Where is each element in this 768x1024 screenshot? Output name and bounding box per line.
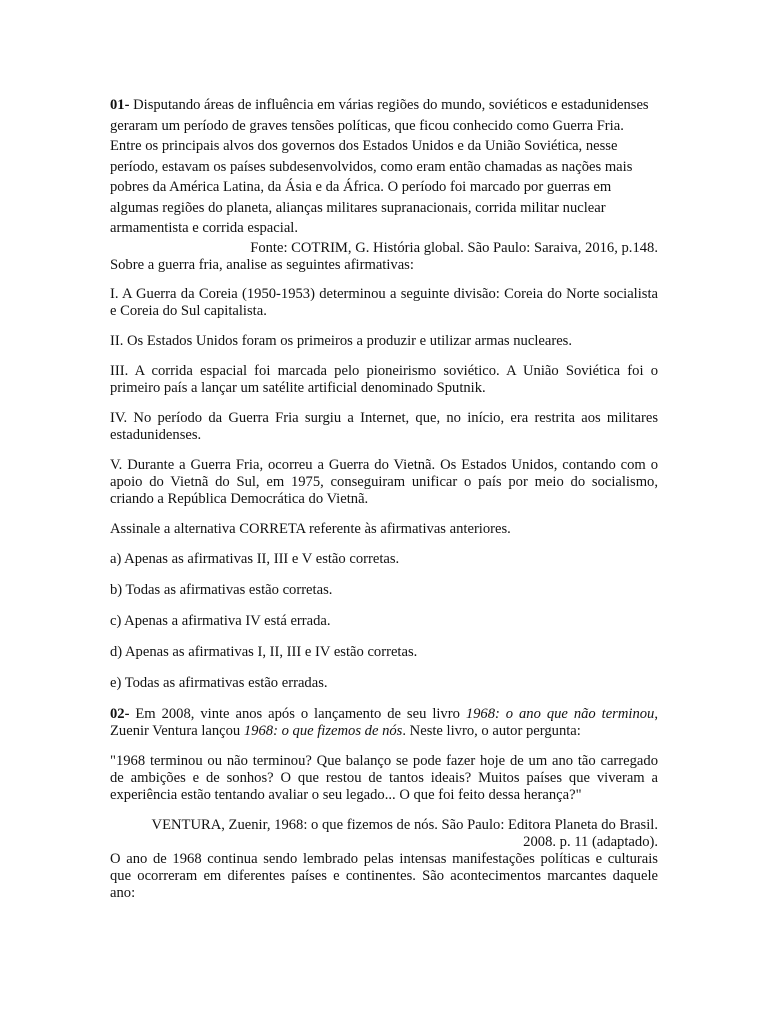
statement-2: II. Os Estados Unidos foram os primeiros a produzir e utilizar armas nucleares. — [110, 332, 572, 349]
question-2-reference-line-1: VENTURA, Zuenir, 1968: o que fizemos de nós. São Paulo: Editora Planeta do Brasil. — [151, 816, 658, 833]
question-1-source: Fonte: COTRIM, G. História global. São Paulo: Saraiva, 2016, p.148. — [250, 239, 658, 256]
statement-5: V. Durante a Guerra Fria, ocorreu a Guerra do Vietnã. Os Estados Unidos, contando com o apoio do Vietnã do Sul, em 1975, conseguiram unificar o país por meio do socialismo, criando a República Democrática do Vietnã. — [110, 456, 658, 507]
question-2-text-part1: Em 2008, vinte anos após o lançamento de seu livro — [129, 705, 466, 722]
statement-3: III. A corrida espacial foi marcada pelo pioneirismo soviético. A União Soviética foi o primeiro país a lançar um satélite artificial denominado Sputnik. — [110, 362, 658, 396]
alternative-b: b) Todas as afirmativas estão corretas. — [110, 581, 333, 598]
question-1-instruction: Assinale a alternativa CORRETA referente às afirmativas anteriores. — [110, 520, 511, 537]
alternative-c: c) Apenas a afirmativa IV está errada. — [110, 612, 331, 629]
book-title-2: 1968: o que fizemos de nós — [243, 722, 403, 739]
alternative-e: e) Todas as afirmativas estão erradas. — [110, 674, 328, 691]
question-2-text-part3: . Neste livro, o autor pergunta: — [402, 722, 581, 739]
question-1-intro — [110, 95, 658, 239]
question-2-quote: "1968 terminou ou não terminou? Que balanço se pode fazer hoje de um ano tão carregado de ambições e de sonhos? O que restou de tantos ideais? Muitos países que viveram a experiência estão tentando avaliar o seu legado... O que foi feito dessa herança?" — [110, 752, 658, 803]
question-2-closing: O ano de 1968 continua sendo lembrado pelas intensas manifestações políticas e culturais que ocorreram em diferentes países e continentes. São acontecimentos marcantes daquele ano: — [110, 850, 658, 901]
document-content — [110, 95, 658, 902]
alternative-a: a) Apenas as afirmativas II, III e V estão corretas. — [110, 550, 400, 567]
question-2-reference-line-2: 2008. p. 11 (adaptado). — [523, 833, 658, 850]
question-1-lead: Sobre a guerra fria, analise as seguintes afirmativas: — [110, 256, 414, 273]
question-1-text: Disputando áreas de influência em várias regiões do mundo, soviéticos e estadunidenses geraram um período de graves tensões políticas, que ficou conhecido como Guerra Fria. Entre os principais alvos dos governos dos Estados Unidos e da União Soviética, nesse período, estavam os países subdesenvolvidos, como eram então chamadas as nações mais pobres da América Latina, da Ásia e da África. O período foi marcado por guerras em algumas regiões do planeta, alianças militares supranacionais, corrida militar nuclear armamentista e corrida espacial. — [110, 97, 649, 236]
question-2-text-part2: , Zuenir Ventura lançou — [110, 705, 658, 739]
statement-1: I. A Guerra da Coreia (1950-1953) determinou a seguinte divisão: Coreia do Norte socialista e Coreia do Sul capitalista. — [110, 285, 658, 319]
statement-4: IV. No período da Guerra Fria surgiu a Internet, que, no início, era restrita aos militares estadunidenses. — [110, 409, 658, 443]
question-1-number: 01- — [110, 97, 130, 113]
question-2-intro — [110, 706, 658, 740]
question-2-number: 02- — [110, 705, 130, 722]
book-title-1: 1968: o ano que não terminou — [465, 705, 655, 722]
alternative-d: d) Apenas as afirmativas I, II, III e IV estão corretas. — [110, 643, 418, 660]
